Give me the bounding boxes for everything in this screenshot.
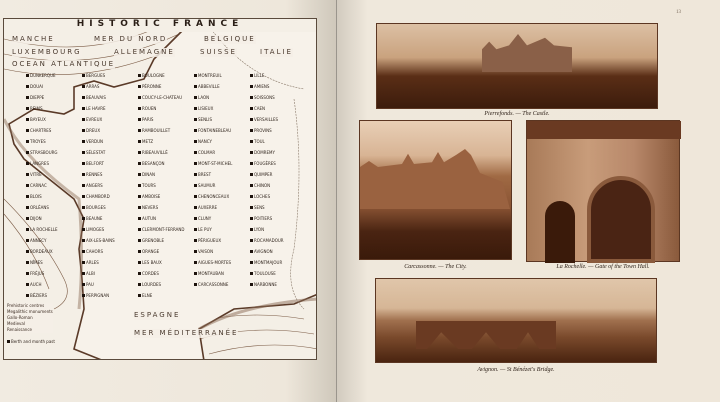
city-label: LILLE [250,73,264,78]
city-label: SÉLESTAT [82,150,105,155]
city-label: EVREUX [82,117,102,122]
region-label: ALLEMAGNE [114,48,175,56]
historic-france-map [3,18,317,360]
city-label: NEVERS [138,205,158,210]
city-label: RIBEAUVILLÉ [138,150,168,155]
city-label: ORLÉANS [26,205,49,210]
city-label: DREUX [82,128,100,133]
city-label: NANCY [194,139,212,144]
city-label: AUXERRE [194,205,217,210]
city-label: CORDES [138,271,159,276]
city-label: PROVINS [250,128,272,133]
photo-caption: Pierrefonds. — The Castle. [484,111,550,117]
city-label: ROCAMADOUR [250,238,284,243]
photo-caption: Carcassonne. — The City. [404,264,467,270]
map-legend [7,303,53,333]
city-label: BEAUVAIS [82,95,106,100]
city-label: AVIGNON [250,249,273,254]
city-label: PERPIGNAN [82,293,109,298]
region-label: BELGIQUE [204,35,256,43]
city-label: BELFORT [82,161,104,166]
city-label: VAISON [194,249,213,254]
city-label: BAYEUX [26,117,46,122]
city-label: MONTAUBAN [194,271,224,276]
region-label: ITALIE [260,48,293,56]
city-label: LE PUY [194,227,212,232]
city-label: PÉRONNE [138,84,161,89]
city-label: SENLIS [194,117,212,122]
city-label: AMIENS [250,84,269,89]
city-label: CARCASSONNE [194,282,228,287]
city-label: AUTUN [138,216,156,221]
archway [587,176,655,263]
city-label: FOUGÈRES [250,161,276,166]
city-label: SAUMUR [194,183,215,188]
photo-caption: La Rochelle. — Gate of the Town Hall. [556,264,650,270]
city-label: LAON [194,95,209,100]
city-label: AUCH [26,282,41,287]
city-label: MONTREUIL [194,73,222,78]
city-label: BORDEAUX [26,249,53,254]
region-label: OCEAN ATLANTIQUE [12,60,116,68]
city-label: QUIMPER [250,172,272,177]
city-label: LOURDES [138,282,161,287]
city-label: LE HAVRE [82,106,106,111]
city-label: TOURS [138,183,156,188]
city-label: VITRÉ [26,172,42,177]
city-label: BEAUNE [82,216,102,221]
city-label: FRÉJUS [26,271,44,276]
city-label: METZ [138,139,153,144]
region-label: ESPAGNE [134,311,181,319]
city-label: FONTAINEBLEAU [194,128,231,133]
legend-item: Renaissance [7,327,32,332]
city-label: LIMOGES [82,227,104,232]
city-label: PARIS [138,117,153,122]
region-label: MANCHE [12,35,55,43]
city-label: BESANÇON [138,161,165,166]
city-label: GRENOBLE [138,238,164,243]
city-label: LANGRES [26,161,49,166]
city-label: NARBONNE [250,282,277,287]
region-label: MER MÉDITERRANÉE [134,329,239,337]
city-label: TOULOUSE [250,271,276,276]
city-label: ABBEVILLE [194,84,220,89]
city-label: MONTMAJOUR [250,260,282,265]
city-walls-silhouette [360,149,510,209]
city-label: LA ROCHELLE [26,227,58,232]
city-label: ELNE [138,293,152,298]
cornice [527,121,681,139]
region-label: LUXEMBOURG [12,48,82,56]
city-label: LOCHES [250,194,270,199]
city-label: COLMAR [194,150,215,155]
city-label: BOURGES [82,205,106,210]
photo-carcassonne [359,120,512,260]
city-label: LYON [250,227,264,232]
city-label: CHAMBORD [82,194,110,199]
city-label: CARNAC [26,183,47,188]
small-archway [545,201,575,263]
city-label: BLOIS [26,194,42,199]
city-label: REIMS [26,106,42,111]
city-label: ARLES [82,260,99,265]
region-label: SUISSE [200,48,237,56]
city-label: DIJON [26,216,42,221]
city-label: RENNES [82,172,102,177]
city-label: CHENONCEAUX [194,194,229,199]
city-label: VERSAILLES [250,117,278,122]
city-label: POITIERS [250,216,272,221]
city-label: DOUAI [26,84,43,89]
city-label: CHINON [250,183,270,188]
city-label: TROYES [26,139,46,144]
city-label: NÎMES [26,260,43,265]
photo-la-rochelle [526,120,680,262]
city-label: CAEN [250,106,265,111]
city-label: AIX-LES-BAINS [82,238,115,243]
city-label: LES BAUX [138,260,162,265]
city-label: DUNKERQUE [26,73,56,78]
city-label: MONT-ST-MICHEL [194,161,232,166]
legend-item: Medieval [7,321,25,326]
photo-pierrefonds [376,23,658,109]
legend-item: Megalithic monuments [7,309,53,314]
legend-item: Gallo-Roman [7,315,33,320]
city-label: ORANGE [138,249,159,254]
city-label: PAU [82,282,94,287]
city-label: AMBOISE [138,194,160,199]
city-label: TOUL [250,139,265,144]
city-label: BREST [194,172,211,177]
city-label: PÉRIGUEUX [194,238,221,243]
city-label: LISIEUX [194,106,213,111]
city-label: STRASBOURG [26,150,58,155]
page-number: 13 [676,10,681,15]
city-label: COUCY-LE-CHATEAU [138,95,182,100]
legend-note: Berth and month past [7,339,55,344]
city-label: BOULOGNE [138,73,165,78]
city-label: DOMREMY [250,150,275,155]
city-label: DIEPPE [26,95,44,100]
city-label: ANGERS [82,183,103,188]
city-label: AIGUES-MORTES [194,260,231,265]
city-label: ROUEN [138,106,156,111]
city-label: CHARTRES [26,128,51,133]
city-label: SENS [250,205,265,210]
map-title: HISTORIC FRANCE [4,19,316,32]
city-label: ARRAS [82,84,99,89]
castle-silhouette [482,34,572,72]
city-label: BÉZIERS [26,293,47,298]
city-label: CLERMONT-FERRAND [138,227,184,232]
city-label: ANNECY [26,238,46,243]
city-label: SOISSONS [250,95,275,100]
photo-caption: Avignon. — St Bénézet's Bridge. [477,367,555,373]
city-label: DINAN [138,172,155,177]
left-page [0,0,336,402]
city-label: CAHORS [82,249,103,254]
city-label: ALBI [82,271,95,276]
city-label: BERGUES [82,73,105,78]
legend-item: Prehistoric centres [7,303,45,308]
photo-avignon-bridge [375,278,657,363]
city-label: RAMBOUILLET [138,128,170,133]
city-label: CLUNY [194,216,211,221]
city-label: VERDUN [82,139,103,144]
bridge-arches [416,321,556,349]
region-label: MER DU NORD [94,35,168,43]
